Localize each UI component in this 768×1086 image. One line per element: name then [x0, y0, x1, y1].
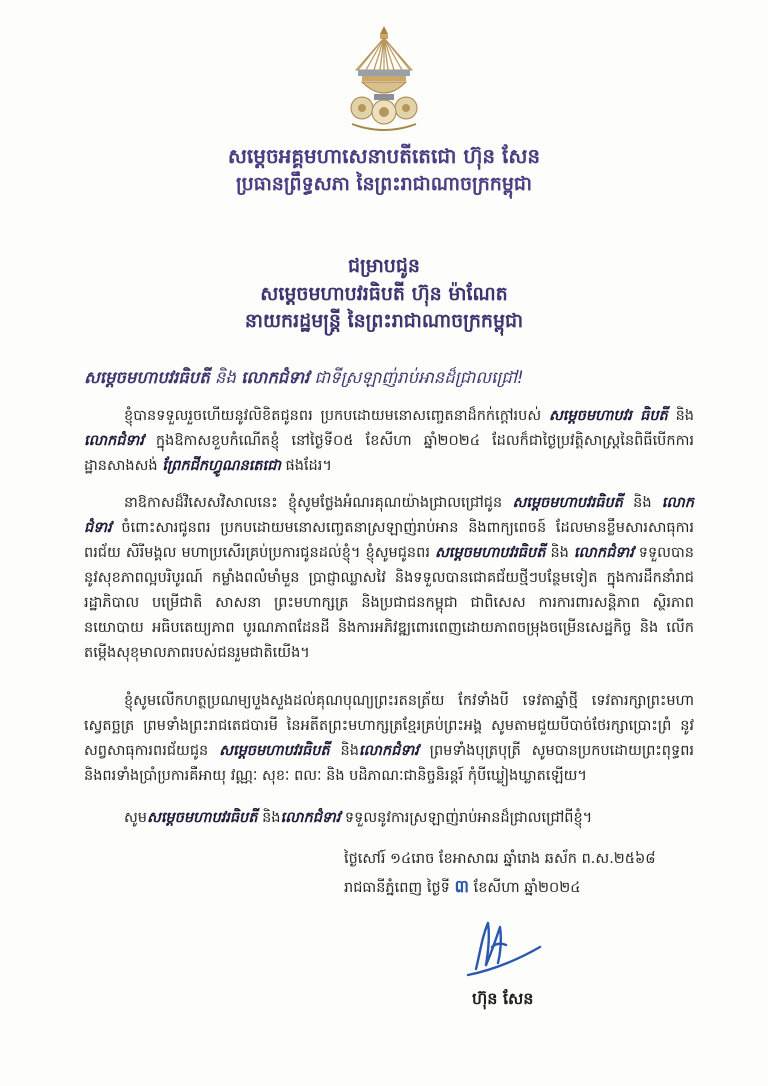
p2-text-g: និង: [545, 545, 574, 561]
p1-text-e: ក្នុងឱកាសខួបកំណើតខ្ញុំ នៅថ្ងៃទី០៥ ខែសីហា ឆ្នាំ២០២៤ ដែលក៏ជាថ្ងៃប្រវត្តិសាស្ត្រនៃពិធីបើកការដ្ឋានសាងសង់: [84, 433, 694, 474]
closing-name-a: សម្តេចមហាបវរធិបតី: [147, 810, 258, 826]
p2-name-b: លោកជំទាវ: [84, 495, 694, 536]
p2-text-a: នាឱកាសដ៏វិសេសវិសាលនេះ ខ្ញុំសូមថ្លែងអំណរគុណយ៉ាងជ្រាលជ្រៅជូន: [124, 495, 513, 511]
closing-text-c: និង: [257, 810, 281, 826]
recipient-greeting: ជម្រាបជូន: [348, 255, 420, 277]
royal-government-emblem-icon: [344, 24, 424, 136]
date-month-year: ខែសីហា ឆ្នាំ២០២៤: [469, 880, 581, 896]
sender-name: សម្តេចអគ្គមហាសេនាបតីតេជោ ហ៊ុន សែន: [227, 144, 541, 168]
handwritten-signature-icon: [462, 913, 544, 985]
sender-title: ប្រធានព្រឹទ្ធសភា នៃព្រះរាជាណាចក្រកម្ពុជា: [236, 173, 532, 195]
closing-line: [124, 806, 704, 831]
lunar-date: ថ្ងៃសៅរ៍ ១៤រោច ខែអាសាឍ ឆ្នាំរោង ឆស័ក ព.ស.២៥៦៨: [344, 851, 656, 867]
salutation-name-1: សម្តេចមហាបវរធិបតី: [84, 368, 210, 387]
salutation: [84, 368, 694, 392]
signer-name: ហ៊ុន សែន: [472, 989, 534, 1008]
solar-date: [344, 876, 704, 901]
salutation-name-2: លោកជំទាវ: [241, 368, 310, 387]
p1-text-g: ផងដែរ។: [280, 458, 332, 474]
closing-name-b: លោកជំទាវ: [280, 810, 341, 826]
p1-project-name: ព្រែកជីកហ្វូណនតេជោ: [162, 458, 281, 474]
closing-text-e: ទទួលនូវការស្រឡាញ់រាប់អានដ៏ជ្រាលជ្រៅពីខ្ញុំ។: [340, 810, 593, 826]
p2-name-c: សម្តេចមហាបវរធិបតី: [434, 545, 546, 561]
paragraph-2: [84, 491, 694, 666]
date-place: រាជធានីភ្នំពេញ ថ្ងៃទី: [344, 880, 455, 896]
closing-text-a: សូម: [124, 810, 148, 826]
p2-text-c: និង: [622, 495, 662, 511]
p2-name-a: សម្តេចមហាបវរធិបតី: [512, 495, 623, 511]
p3-text-e: ព្រមទាំងបុត្របុត្រី សូមបានប្រកបដោយព្រះពុទ្ធពរនិងពរទាំងប្រាំប្រការគឺអាយុ វណ្ណៈ សុខៈ ពលៈ និង បដិភាណៈជានិច្ចនិរន្តរ៍ កុំបីឃ្លៀងឃ្លាតឡើយ។: [84, 743, 694, 784]
p3-text-a: ខ្ញុំសូមលើកហត្ថប្រណម្យបួងសួងដល់គុណបុណ្យព្រះរតនត្រ័យ កែវទាំងបី ទេវតាឆ្នាំថ្មី ទេវតារក្សាព្រះមហាស្វេតច្ឆត្រ ព្រមទាំងព្រះរាជតេជបារមី នៃអតីតព្រះមហាក្សត្រខ្មែរគ្រប់ព្រះអង្គ សូមតាមជួយបីបាច់ថែរក្សាប្រោះព្រំ នូវសព្វសាធុការពរជ័យជូន: [84, 693, 694, 759]
recipient-title: នាយករដ្ឋមន្ត្រី នៃព្រះរាជាណាចក្រកម្ពុជា: [244, 310, 524, 332]
p2-name-d: លោកជំទាវ: [573, 545, 634, 561]
p1-text-a: ខ្ញុំបានទទួលរួចហើយនូវលិខិតជូនពរ ប្រកបដោយមនោសញ្ចេតនាដ៏កក់ក្ដៅរបស់: [124, 408, 549, 424]
p2-text-e: ចំពោះសារជូនពរ ប្រកបដោយមនោសញ្ចេតនាស្រឡាញ់រាប់អាន និងពាក្យពេចន៍ ដែលមានខ្លឹមសារសាធុការពរជ័យ សិរីមង្គល មហាប្រសើរគ្រប់ប្រការជូនដល់ខ្ញុំ។ ខ្ញុំសូមជូនពរ: [84, 520, 694, 561]
p1-name-a: សម្តេចមហាបវរ ធិបតី: [549, 408, 668, 424]
p3-name-b: លោកជំទាវ: [358, 743, 419, 759]
p1-text-c: និង: [667, 408, 694, 424]
paragraph-1: [84, 404, 694, 479]
salutation-mid: និង: [209, 368, 236, 387]
salutation-rest: ជាទីស្រឡាញ់រាប់អានដ៏ជ្រាលជ្រៅ!: [309, 368, 524, 387]
recipient-name: សម្តេចមហាបវរធិបតី ហ៊ុន ម៉ាណែត: [260, 283, 508, 305]
date-day-handwritten: ៣: [454, 877, 469, 897]
p3-name-a: សម្តេចមហាបវរធិបតី: [219, 743, 330, 759]
p1-name-b: លោកជំទាវ: [84, 433, 144, 449]
paragraph-3: [84, 689, 694, 789]
p3-text-c: និង: [329, 743, 359, 759]
p2-text-i: ទទួលបាននូវសុខភាពល្អបរិបូរណ៍ កម្លាំងពលំមាំមួន ប្រាជ្ញាឈ្លាសវៃ និងទទួលបានជោគជ័យថ្មីៗបន្ថែមទៀត ក្នុងការដឹកនាំរាជរដ្ឋាភិបាល បម្រើជាតិ សាសនា ព្រះមហាក្សត្រ និងប្រជាជនកម្ពុជា ជាពិសេស ការការពារសន្តិភាព ស្ថិរភាពនយោបាយ អធិបតេយ្យភាព បូរណភាពដែនដី និងការអភិវឌ្ឍពោរពេញដោយភាពចម្រុងចម្រើនសេដ្ឋកិច្ច និង លើកតម្កើងសុខុមាលភាពរបស់ជនរួមជាតិយើង។: [84, 545, 694, 661]
